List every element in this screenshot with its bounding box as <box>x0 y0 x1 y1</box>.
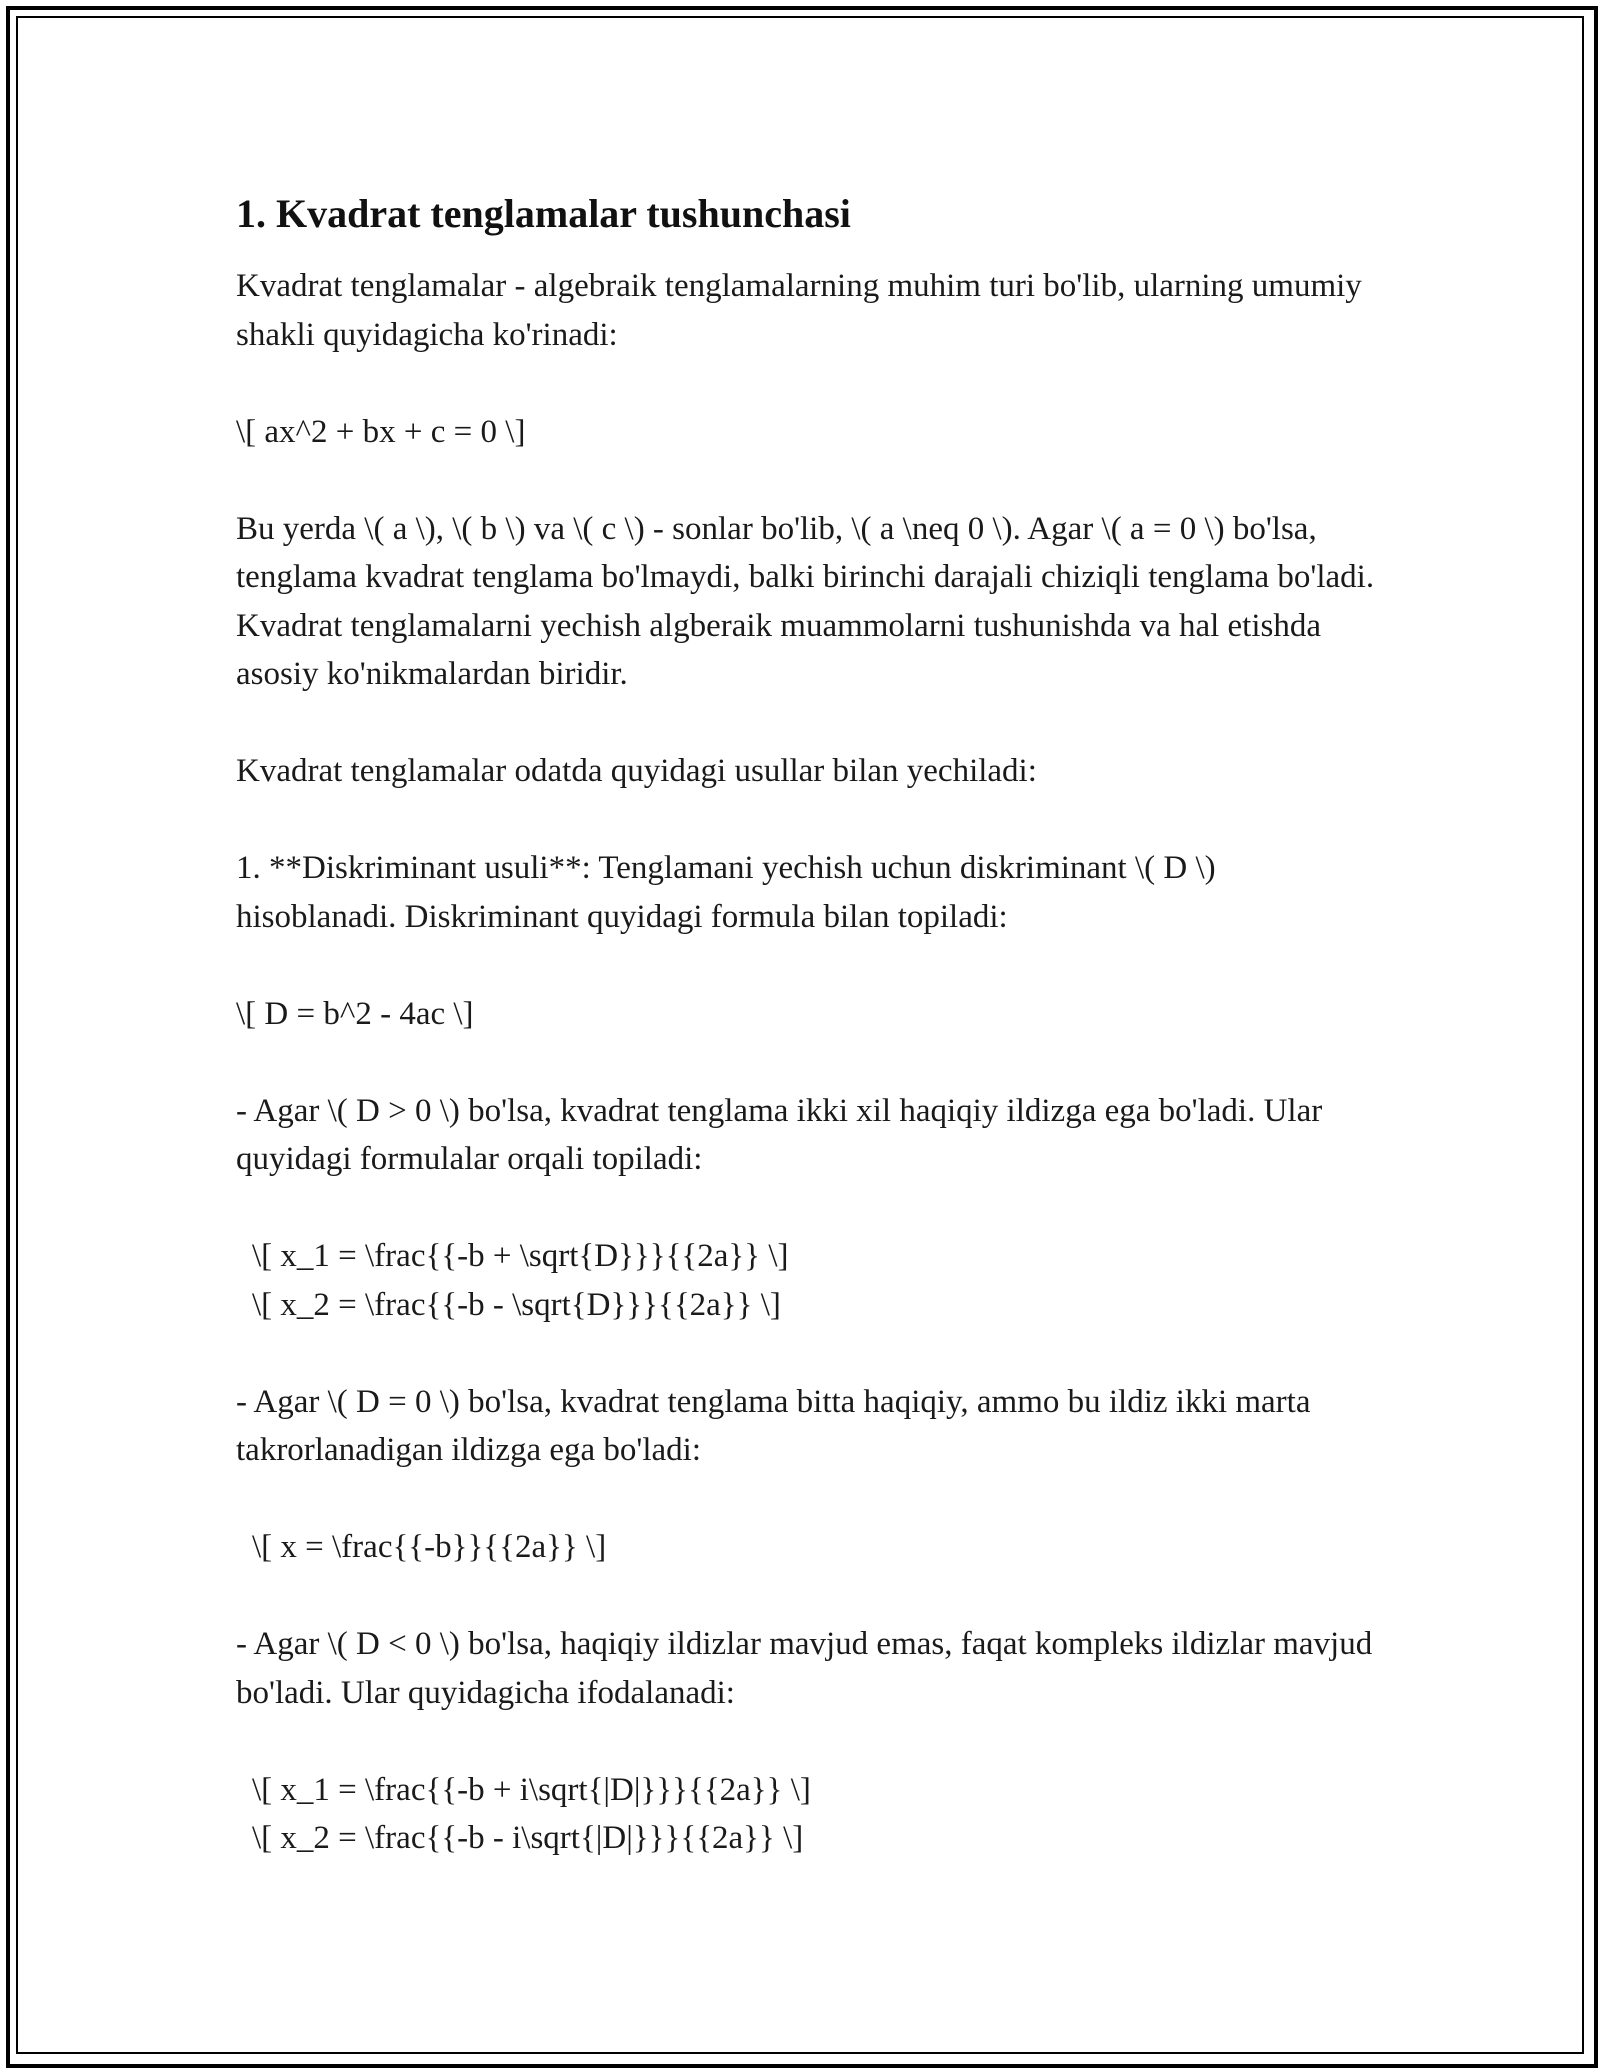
case-negative-x1-formula: \[ x_1 = \frac{{-b + i\sqrt{|D|}}}{{2a}} \] <box>252 1771 811 1808</box>
case-positive-x1-formula: \[ x_1 = \frac{{-b + \sqrt{D}}}{{2a}} \] <box>252 1238 789 1274</box>
case-negative-paragraph: - Agar \( D < 0 \) bo'lsa, haqiqiy ildizlar mavjud emas, faqat kompleks ildizlar mavjud bo'ladi. Ular quyidagicha ifodalanadi: <box>236 1626 1381 1711</box>
spacer <box>236 1717 1376 1766</box>
spacer <box>236 1184 1376 1233</box>
general-form-formula: \[ ax^2 + bx + c = 0 \] <box>236 413 526 450</box>
spacer <box>236 1572 1376 1621</box>
discriminant-formula: \[ D = b^2 - 4ac \] <box>236 995 474 1032</box>
spacer <box>236 1038 1376 1087</box>
spacer <box>236 1475 1376 1524</box>
section-heading: 1. Kvadrat tenglamalar tushunchasi <box>236 191 851 236</box>
spacer <box>236 456 1376 505</box>
spacer <box>236 1329 1376 1378</box>
spacer <box>236 359 1376 408</box>
spacer <box>236 699 1376 748</box>
case-positive-x2-formula: \[ x_2 = \frac{{-b - \sqrt{D}}}{{2a}} \] <box>252 1286 781 1323</box>
case-zero-x-formula: \[ x = \frac{{-b}}{{2a}} \] <box>252 1529 607 1565</box>
explanation-paragraph: Bu yerda \( a \), \( b \) va \( c \) - sonlar bo'lib, \( a \neq 0 \). Agar \( a = 0 \) bo'lsa, tenglama kvadrat tenglama bo'lmaydi, balki birinchi darajali chiziqli tenglama bo'ladi. Kvadrat tenglamalarni yechish algberaik muammolarni tushunishda va hal etishda asosiy ko'nikmalardan biridir. <box>236 510 1383 692</box>
case-positive-paragraph: - Agar \( D > 0 \) bo'lsa, kvadrat tenglama ikki xil haqiqiy ildizga ega bo'ladi. Ular quyidagi formulalar orqali topiladi: <box>236 1092 1331 1177</box>
intro-paragraph: Kvadrat tenglamalar - algebraik tenglamalarning muhim turi bo'lib, ularning umumiy shakli quyidagicha ko'rinadi: <box>236 268 1371 353</box>
spacer <box>236 796 1376 845</box>
case-zero-paragraph: - Agar \( D = 0 \) bo'lsa, kvadrat tenglama bitta haqiqiy, ammo bu ildiz ikki marta takrorlanadigan ildizga ega bo'ladi: <box>236 1383 1319 1468</box>
document-page <box>236 188 1383 1863</box>
methods-intro-paragraph: Kvadrat tenglamalar odatda quyidagi usullar bilan yechiladi: <box>236 753 1037 789</box>
case-negative-x2-formula: \[ x_2 = \frac{{-b - i\sqrt{|D|}}}{{2a}} \] <box>252 1820 804 1856</box>
spacer <box>236 941 1376 990</box>
method-discriminant-paragraph: 1. **Diskriminant usuli**: Tenglamani yechish uchun diskriminant \( D \) hisoblanadi. Diskriminant quyidagi formula bilan topiladi: <box>236 850 1224 935</box>
